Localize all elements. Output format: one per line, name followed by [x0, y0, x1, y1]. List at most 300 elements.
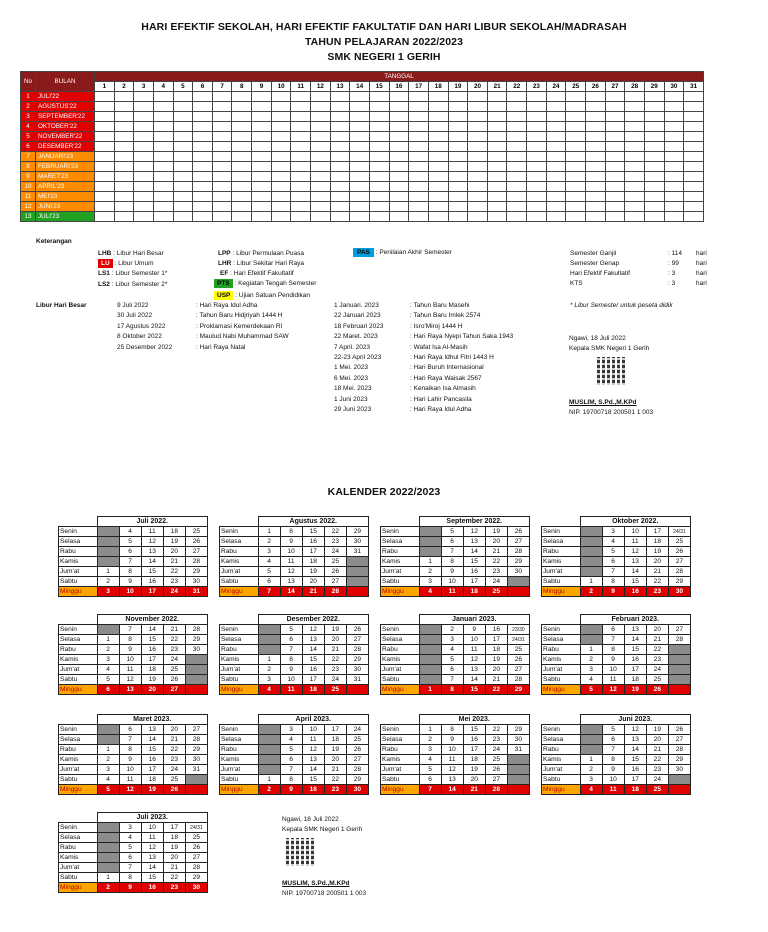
date-cell: 23: [324, 785, 346, 795]
day-cell: [153, 152, 173, 162]
day-header-18: 18: [428, 82, 448, 92]
day-cell: [369, 132, 389, 142]
day-cell: [527, 182, 547, 192]
day-header-14: 14: [350, 82, 370, 92]
date-cell: [97, 537, 119, 547]
date-cell: [419, 527, 441, 537]
date-cell: 25: [646, 675, 668, 685]
date-cell: 16: [624, 655, 646, 665]
day-name: Jum'at: [381, 567, 420, 577]
date-cell: 29: [507, 685, 529, 695]
day-header-8: 8: [232, 82, 252, 92]
day-cell: [428, 202, 448, 212]
day-cell: [586, 112, 606, 122]
day-cell: [546, 92, 566, 102]
month-row-no: 4: [21, 122, 36, 132]
month-row: [21, 182, 704, 192]
date-cell: 18: [624, 675, 646, 685]
day-cell: [134, 212, 154, 222]
day-cell: [173, 152, 193, 162]
month-row-name: SEPTEMBER'22: [36, 112, 95, 122]
week-day-row: [381, 765, 530, 775]
day-cell: [507, 162, 527, 172]
holiday-date: 22 Maret. 2023: [334, 333, 378, 341]
day-cell: [448, 182, 468, 192]
date-cell: 7: [602, 567, 624, 577]
month-calendar: [58, 614, 208, 695]
day-cell: [153, 192, 173, 202]
date-cell: [258, 755, 280, 765]
day-cell: [566, 152, 586, 162]
date-cell: 4: [119, 833, 141, 843]
month-row: [21, 142, 704, 152]
day-cell: [330, 92, 350, 102]
month-title: Desember 2022.: [258, 615, 369, 625]
date-cell: [258, 635, 280, 645]
day-cell: [586, 122, 606, 132]
date-cell: 12: [141, 843, 163, 853]
holiday-name: : Wafat Isa Al-Masih: [410, 343, 468, 351]
week-day-row: [59, 745, 208, 755]
day-cell: [487, 182, 507, 192]
col-tanggal-header: TANGGAL: [95, 72, 704, 82]
day-name: Rabu: [542, 745, 581, 755]
day-name: Minggu: [542, 685, 581, 695]
day-cell: [369, 212, 389, 222]
day-cell: [566, 142, 586, 152]
date-cell: 1: [580, 645, 602, 655]
day-cell: [448, 172, 468, 182]
date-cell: 27: [485, 775, 507, 785]
month-title: November 2022.: [97, 615, 208, 625]
date-cell: 15: [463, 685, 485, 695]
day-cell: [468, 102, 488, 112]
day-cell: [330, 192, 350, 202]
date-cell: 15: [624, 755, 646, 765]
day-cell: [409, 112, 429, 122]
day-header-11: 11: [291, 82, 311, 92]
date-cell: 28: [346, 765, 368, 775]
day-cell: [212, 132, 232, 142]
day-cell: [311, 112, 331, 122]
date-cell: 18: [163, 833, 185, 843]
date-cell: 27: [507, 665, 529, 675]
date-cell: 18: [302, 685, 324, 695]
date-cell: 18: [463, 755, 485, 765]
day-name: Selasa: [59, 833, 98, 843]
day-cell: [566, 202, 586, 212]
holiday-date: 1 Juni 2023: [334, 395, 368, 403]
day-cell: [409, 152, 429, 162]
week-day-row: [220, 547, 369, 557]
day-header-6: 6: [193, 82, 213, 92]
day-cell: [291, 172, 311, 182]
week-day-row: [59, 883, 208, 893]
date-cell: 3: [258, 547, 280, 557]
day-cell: [193, 132, 213, 142]
week-day-row: [542, 645, 691, 655]
date-cell: 15: [302, 775, 324, 785]
date-cell: [580, 625, 602, 635]
day-cell: [428, 132, 448, 142]
month-title: April 2023.: [258, 715, 369, 725]
date-cell: 25: [185, 527, 207, 537]
month-title: Juli 2023.: [97, 813, 208, 823]
date-cell: 6: [97, 685, 119, 695]
date-cell: 6: [602, 735, 624, 745]
date-cell: 9: [280, 537, 302, 547]
day-cell: [271, 162, 291, 172]
date-cell: 31: [185, 765, 207, 775]
day-cell: [389, 132, 409, 142]
day-cell: [546, 172, 566, 182]
date-cell: 7: [119, 625, 141, 635]
date-cell: 18: [624, 785, 646, 795]
date-cell: 18: [163, 527, 185, 537]
day-cell: [271, 202, 291, 212]
day-cell: [173, 162, 193, 172]
day-cell: [664, 152, 684, 162]
date-cell: 9: [119, 645, 141, 655]
date-cell: [258, 725, 280, 735]
day-name: Selasa: [220, 537, 259, 547]
date-cell: [346, 685, 368, 695]
day-header-31: 31: [684, 82, 704, 92]
date-cell: 15: [302, 655, 324, 665]
day-cell: [114, 182, 134, 192]
day-cell: [487, 122, 507, 132]
month-row-name: JANUARI'23: [36, 152, 95, 162]
month-title: Juni 2023.: [580, 715, 691, 725]
day-cell: [428, 212, 448, 222]
day-cell: [409, 132, 429, 142]
date-cell: 29: [668, 577, 690, 587]
day-name: Senin: [381, 625, 420, 635]
date-cell: [580, 745, 602, 755]
date-cell: 15: [141, 567, 163, 577]
month-row: [21, 122, 704, 132]
col-bulan-header: BULAN: [36, 72, 95, 92]
date-cell: 23: [324, 537, 346, 547]
week-day-row: [220, 537, 369, 547]
week-day-row: [59, 735, 208, 745]
date-cell: 17: [141, 587, 163, 597]
day-cell: [330, 182, 350, 192]
day-cell: [114, 122, 134, 132]
date-cell: 4: [580, 785, 602, 795]
month-row: [21, 212, 704, 222]
holiday-name: : Hari Raya Idhul Fitri 1443 H: [410, 354, 494, 361]
legend-pts: PTS : Kegiatan Tengah Semester: [214, 279, 316, 288]
day-cell: [95, 92, 115, 102]
day-cell: [330, 122, 350, 132]
day-name: Senin: [542, 625, 581, 635]
date-cell: [507, 765, 529, 775]
date-cell: 24/31: [668, 527, 690, 537]
month-row-name: JULI'23: [36, 212, 95, 222]
month-title: Juli 2022.: [97, 517, 208, 527]
legend-lu: LU : Libur Umum: [98, 259, 154, 268]
week-day-row: [59, 567, 208, 577]
date-cell: 23: [646, 765, 668, 775]
day-cell: [291, 182, 311, 192]
date-cell: 7: [258, 587, 280, 597]
day-cell: [409, 162, 429, 172]
day-cell: [664, 202, 684, 212]
week-day-row: [59, 635, 208, 645]
day-cell: [271, 192, 291, 202]
day-cell: [330, 112, 350, 122]
date-cell: 25: [507, 645, 529, 655]
day-cell: [644, 122, 664, 132]
date-cell: 24: [485, 577, 507, 587]
day-header-12: 12: [311, 82, 331, 92]
day-cell: [664, 102, 684, 112]
day-cell: [586, 132, 606, 142]
date-cell: 13: [441, 775, 463, 785]
date-cell: 21: [324, 645, 346, 655]
day-cell: [586, 202, 606, 212]
day-cell: [271, 182, 291, 192]
day-cell: [625, 162, 645, 172]
day-cell: [153, 92, 173, 102]
week-day-row: [59, 675, 208, 685]
day-cell: [507, 192, 527, 202]
day-name: Sabtu: [542, 675, 581, 685]
date-cell: 11: [141, 527, 163, 537]
day-cell: [153, 172, 173, 182]
day-cell: [586, 172, 606, 182]
day-cell: [389, 182, 409, 192]
month-row-no: 12: [21, 202, 36, 212]
week-day-row: [542, 635, 691, 645]
date-cell: 30: [668, 765, 690, 775]
date-cell: 16: [141, 645, 163, 655]
holiday-name: : Hari Raya Idul Adha: [410, 406, 472, 413]
week-day-row: [381, 645, 530, 655]
day-cell: [507, 122, 527, 132]
day-name: Rabu: [59, 547, 98, 557]
date-cell: 6: [280, 635, 302, 645]
date-cell: 4: [419, 755, 441, 765]
day-cell: [193, 112, 213, 122]
day-cell: [193, 172, 213, 182]
day-cell: [95, 172, 115, 182]
date-cell: 2: [580, 587, 602, 597]
date-cell: 19: [646, 725, 668, 735]
day-cell: [232, 192, 252, 202]
date-cell: [258, 745, 280, 755]
date-cell: 6: [119, 725, 141, 735]
date-cell: 10: [602, 665, 624, 675]
date-cell: 17: [302, 547, 324, 557]
doc-title: HARI EFEKTIF SEKOLAH, HARI EFEKTIF FAKULTATIF DAN HARI LIBUR SEKOLAH/MADRASAH: [141, 21, 627, 33]
date-cell: 1: [419, 685, 441, 695]
date-cell: 9: [463, 625, 485, 635]
month-title: Agustus 2022.: [258, 517, 369, 527]
date-cell: 18: [485, 645, 507, 655]
day-cell: [350, 152, 370, 162]
day-cell: [684, 172, 704, 182]
day-cell: [173, 102, 193, 112]
date-cell: 6: [441, 537, 463, 547]
date-cell: 18: [302, 557, 324, 567]
day-name: Selasa: [220, 635, 259, 645]
day-name: Selasa: [542, 735, 581, 745]
summary-k: Hari Efektif Fakultatif: [570, 270, 630, 277]
day-cell: [448, 192, 468, 202]
month-row: [21, 202, 704, 212]
day-cell: [507, 132, 527, 142]
month-title: Maret 2023.: [97, 715, 208, 725]
day-cell: [232, 112, 252, 122]
date-cell: [346, 567, 368, 577]
month-row-no: 1: [21, 92, 36, 102]
date-cell: 22: [646, 577, 668, 587]
sign-place-date: Ngawi, 18 Juli 2022: [569, 335, 626, 342]
day-cell: [252, 142, 272, 152]
day-cell: [311, 192, 331, 202]
month-row: [21, 192, 704, 202]
day-name: Jum'at: [220, 665, 259, 675]
week-day-row: [59, 557, 208, 567]
day-name: Minggu: [542, 587, 581, 597]
day-cell: [134, 132, 154, 142]
date-cell: 16: [463, 567, 485, 577]
date-cell: 6: [280, 755, 302, 765]
day-cell: [684, 212, 704, 222]
day-header-15: 15: [369, 82, 389, 92]
date-cell: 27: [185, 853, 207, 863]
date-cell: 4: [602, 537, 624, 547]
day-cell: [252, 172, 272, 182]
date-cell: 8: [119, 873, 141, 883]
day-name: Jum'at: [381, 665, 420, 675]
day-cell: [311, 142, 331, 152]
day-cell: [664, 212, 684, 222]
date-cell: 30: [346, 665, 368, 675]
week-day-row: [542, 775, 691, 785]
week-day-row: [220, 745, 369, 755]
date-cell: 28: [185, 557, 207, 567]
date-cell: [346, 587, 368, 597]
sign-name: MUSLIM, S.Pd.,M.KPd: [569, 399, 637, 406]
date-cell: [580, 547, 602, 557]
week-day-row: [542, 527, 691, 537]
day-cell: [311, 152, 331, 162]
date-cell: [419, 537, 441, 547]
date-cell: 26: [346, 625, 368, 635]
day-cell: [389, 112, 409, 122]
day-name: Minggu: [59, 883, 98, 893]
date-cell: 21: [485, 547, 507, 557]
day-cell: [114, 132, 134, 142]
day-cell: [644, 152, 664, 162]
date-cell: 1: [580, 755, 602, 765]
date-cell: 11: [624, 537, 646, 547]
day-name: Senin: [59, 625, 98, 635]
date-cell: [507, 775, 529, 785]
date-cell: 4: [258, 557, 280, 567]
day-cell: [291, 212, 311, 222]
date-cell: 5: [602, 725, 624, 735]
date-cell: 16: [141, 755, 163, 765]
day-name: Minggu: [220, 785, 259, 795]
week-day-row: [59, 785, 208, 795]
date-cell: [185, 775, 207, 785]
day-name: Minggu: [59, 685, 98, 695]
holiday-name: : Maulud Nabi Muhammad SAW: [196, 333, 289, 341]
date-cell: [668, 785, 690, 795]
day-cell: [193, 92, 213, 102]
date-cell: [185, 675, 207, 685]
day-name: Kamis: [381, 755, 420, 765]
day-cell: [271, 172, 291, 182]
day-cell: [114, 202, 134, 212]
day-cell: [605, 132, 625, 142]
holiday-name: : Kenaikan Isa Almasih: [410, 385, 476, 393]
date-cell: [97, 823, 119, 833]
day-cell: [212, 112, 232, 122]
date-cell: 11: [302, 735, 324, 745]
day-cell: [468, 172, 488, 182]
date-cell: 3: [258, 675, 280, 685]
day-cell: [684, 122, 704, 132]
date-cell: 17: [141, 655, 163, 665]
day-cell: [389, 92, 409, 102]
date-cell: [185, 665, 207, 675]
date-cell: [507, 755, 529, 765]
day-cell: [193, 202, 213, 212]
school-name: SMK NEGERI 1 GERIH: [327, 51, 441, 63]
day-cell: [212, 142, 232, 152]
date-cell: 5: [280, 625, 302, 635]
date-cell: 4: [280, 735, 302, 745]
day-cell: [252, 132, 272, 142]
calendar-corner: [220, 715, 259, 725]
date-cell: 9: [119, 883, 141, 893]
date-cell: 13: [141, 547, 163, 557]
day-name: Rabu: [59, 645, 98, 655]
date-cell: 13: [141, 853, 163, 863]
date-cell: 16: [302, 537, 324, 547]
date-cell: 12: [119, 785, 141, 795]
day-cell: [605, 152, 625, 162]
day-cell: [448, 92, 468, 102]
day-cell: [252, 102, 272, 112]
day-header-27: 27: [605, 82, 625, 92]
day-cell: [684, 92, 704, 102]
day-cell: [330, 172, 350, 182]
date-cell: 19: [141, 675, 163, 685]
date-cell: 17: [141, 765, 163, 775]
day-cell: [527, 112, 547, 122]
date-cell: 26: [185, 537, 207, 547]
date-cell: 11: [119, 665, 141, 675]
day-header-5: 5: [173, 82, 193, 92]
date-cell: [185, 685, 207, 695]
calendar-corner: [542, 715, 581, 725]
month-row: [21, 132, 704, 142]
day-cell: [625, 202, 645, 212]
day-name: Senin: [59, 725, 98, 735]
date-cell: [419, 547, 441, 557]
qr-code-icon-2: [286, 838, 314, 866]
day-name: Jum'at: [59, 567, 98, 577]
day-cell: [625, 172, 645, 182]
day-cell: [448, 162, 468, 172]
month-calendar: [58, 516, 208, 597]
